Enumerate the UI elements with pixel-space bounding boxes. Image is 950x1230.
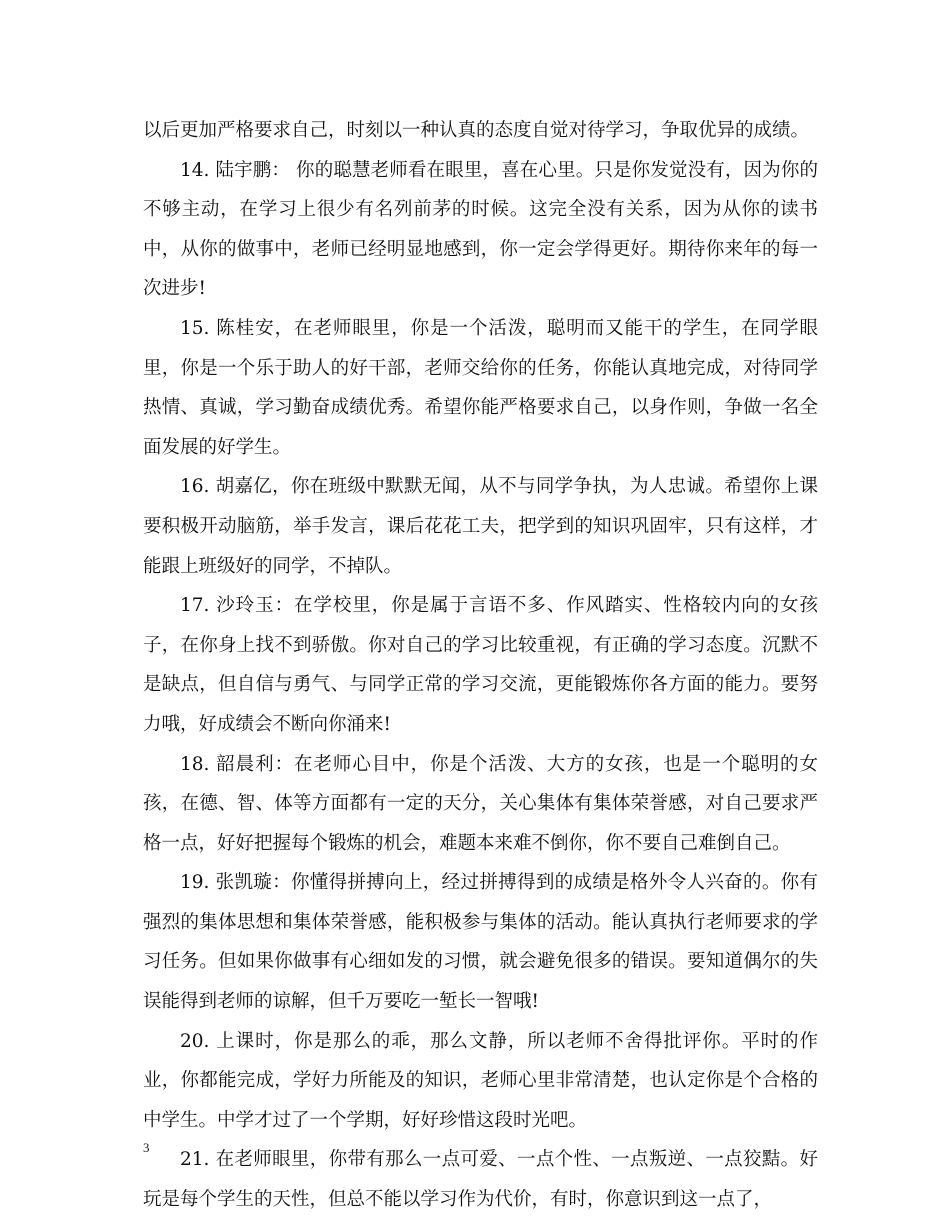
paragraph-comment-18: 18. 韶晨利：在老师心目中，你是个活泼、大方的女孩，也是一个聪明的女孩，在德、智、体等方面都有一定的天分，关心集体有集体荣誉感，对自己要求严格一点，好好把握每个锻炼的机会，难题本来难不倒你，你不要自己难倒自己。 xyxy=(143,753,818,854)
paragraph-comment-16: 16. 胡嘉亿，你在班级中默默无闻，从不与同学争执，为人忠诚。希望你上课要积极开动脑筋，举手发言，课后花花工夫，把学到的知识巩固牢，只有这样，才能跟上班级好的同学，不掉队。 xyxy=(143,476,818,577)
paragraph-comment-15: 15. 陈桂安，在老师眼里，你是一个活泼，聪明而又能干的学生，在同学眼里，你是一个乐于助人的好干部，老师交给你的任务，你能认真地完成，对待同学热情、真诚，学习勤奋成绩优秀。希望你能严格要求自己，以身作则，争做一名全面发展的好学生。 xyxy=(143,317,818,458)
paragraph-comment-21: 21. 在老师眼里，你带有那么一点可爱、一点个性、一点叛逆、一点狡黠。好玩是每个学生的天性，但总不能以学习作为代价，有时，你意识到这一点了， xyxy=(143,1149,818,1211)
paragraph-continuation: 以后更加严格要求自己，时刻以一种认真的态度自觉对待学习，争取优异的成绩。 xyxy=(143,120,810,141)
document-body xyxy=(143,111,818,1220)
paragraph-comment-20: 20. 上课时，你是那么的乖，那么文静，所以老师不舍得批评你。平时的作业，你都能完成，学好力所能及的知识，老师心里非常清楚，也认定你是个合格的中学生。中学才过了一个学期，好好珍惜这段时光吧。 xyxy=(143,1030,818,1131)
paragraph-comment-17: 17. 沙玲玉：在学校里，你是属于言语不多、作风踏实、性格较内向的女孩子，在你身上找不到骄傲。你对自己的学习比较重视，有正确的学习态度。沉默不是缺点，但自信与勇气、与同学正常的学习交流，更能锻炼你各方面的能力。要努力哦，好成绩会不断向你涌来! xyxy=(143,595,818,735)
paragraph-comment-19: 19. 张凯璇：你懂得拼搏向上，经过拼搏得到的成绩是格外令人兴奋的。你有强烈的集体思想和集体荣誉感，能积极参与集体的活动。能认真执行老师要求的学习任务。但如果你做事有心细如发的习惯，就会避免很多的错误。要知道偶尔的失误能得到老师的谅解，但千万要吃一堑长一智哦! xyxy=(143,872,818,1013)
paragraph-comment-14: 14. 陆宇鹏： 你的聪慧老师看在眼里，喜在心里。只是你发觉没有，因为你的不够主动，在学习上很少有名列前茅的时候。这完全没有关系，因为从你的读书中，从你的做事中，老师已经明显地感到，你一定会学得更好。期待你来年的每一次进步! xyxy=(143,159,818,300)
page-number: 3 xyxy=(143,1140,150,1155)
